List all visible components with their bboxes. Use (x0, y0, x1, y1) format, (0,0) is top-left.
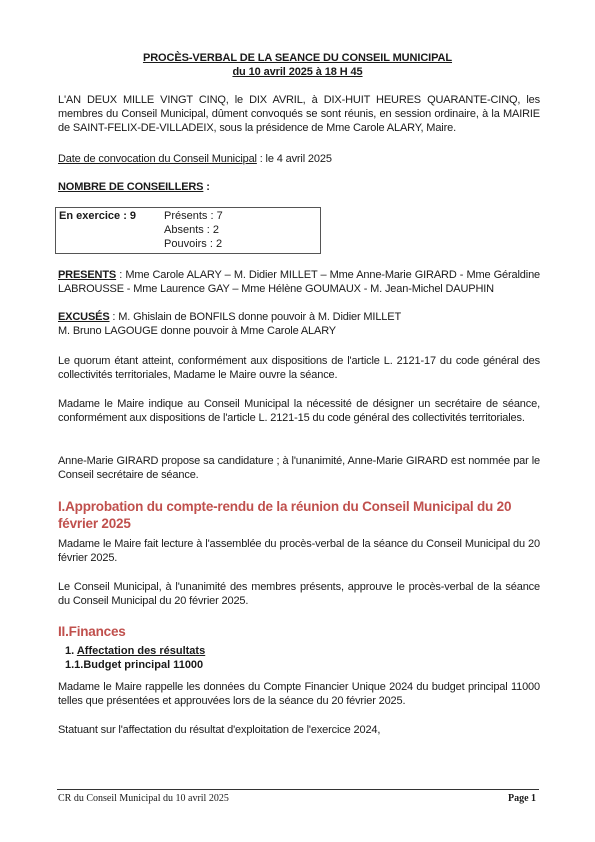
document-title: PROCÈS-VERBAL DE LA SEANCE DU CONSEIL MUNICIPAL (142, 52, 453, 64)
conseillers-heading (58, 180, 540, 194)
section-1-heading: I.Approbation du compte-rendu de la réunion du Conseil Municipal du 20 février 2025 (58, 499, 512, 531)
en-exercice-count: En exercice : 9 (59, 210, 137, 222)
presents-count: Présents : 7 (164, 210, 223, 222)
section-1-paragraph-2: Le Conseil Municipal, à l'unanimité des membres présents, approuve le procès-verbal de la séance du Conseil Municipal du 20 février 2025. (58, 581, 540, 607)
document-subtitle-date: du 10 avril 2025 à 18 H 45 (232, 66, 363, 78)
conseillers-heading-label: NOMBRE DE CONSEILLERS (58, 181, 204, 193)
intro-paragraph: L'AN DEUX MILLE VINGT CINQ, le DIX AVRIL, à DIX-HUIT HEURES QUARANTE-CINQ, les membres du Conseil Municipal, dûment convoqués se sont réunis, en session ordinaire, à la MAIRIE de SAINT-FELIX-DE-VILLADEIX, sous la présidence de Mme Carole ALARY, Maire. (58, 94, 540, 134)
quorum-paragraph: Le quorum étant atteint, conformément aux dispositions de l'article L. 2121-17 du code général des collectivités territoriales, Madame le Maire ouvre la séance. (58, 355, 540, 381)
conseillers-count-box (55, 207, 321, 254)
section-1-paragraph-1: Madame le Maire fait lecture à l'assemblée du procès-verbal de la séance du Conseil Municipal du 20 février 2025. (58, 538, 540, 564)
footer-left: CR du Conseil Municipal du 10 avril 2025 (58, 793, 229, 804)
excuses-line-1 (58, 310, 540, 324)
excuses-item-1: : M. Ghislain de BONFILS donne pouvoir à M. Didier MILLET (109, 311, 402, 323)
footer-divider (57, 789, 539, 790)
candidature-paragraph: Anne-Marie GIRARD propose sa candidature ; à l'unanimité, Anne-Marie GIRARD est nommée par le Conseil secrétaire de séance. (58, 455, 540, 481)
page-number: Page 1 (508, 793, 537, 804)
excuses-item-2: M. Bruno LAGOUGE donne pouvoir à Mme Carole ALARY (58, 325, 336, 337)
absents-count: Absents : 2 (164, 224, 220, 236)
convocation-line (58, 152, 540, 166)
convocation-label: Date de convocation du Conseil Municipal (58, 153, 257, 165)
secretaire-paragraph: Madame le Maire indique au Conseil Municipal la nécessité de désigner un secrétaire de séance, conformément aux dispositions de l'article L. 2121-15 du code général des collectivités territoriales. (58, 398, 540, 424)
section-2-paragraph-1: Madame le Maire rappelle les données du Compte Financier Unique 2024 du budget principal 11000 telles que présentées et approuvées lors de la séance du 20 février 2025. (58, 681, 540, 707)
pouvoirs-count: Pouvoirs : 2 (164, 238, 223, 250)
subsection-1-label: Affectation des résultats (76, 645, 206, 657)
presents-label: PRESENTS (58, 269, 117, 281)
conseillers-heading-suffix: : (203, 181, 210, 193)
subsection-1-heading (65, 645, 205, 657)
section-2-heading: II.Finances (58, 624, 126, 639)
subsection-1-number: 1. (65, 645, 75, 657)
presents-list: : Mme Carole ALARY – M. Didier MILLET – Mme Anne-Marie GIRARD - Mme Géraldine LABROUSSE - Mme Laurence GAY – Mme Hélène GOUMAUX - M. Jean-Michel DAUPHIN (58, 269, 540, 295)
section-2-paragraph-2: Statuant sur l'affectation du résultat d'exploitation de l'exercice 2024, (58, 724, 381, 736)
presents-paragraph (58, 268, 540, 296)
convocation-value: : le 4 avril 2025 (256, 153, 332, 165)
excuses-label: EXCUSÉS (58, 311, 110, 323)
subsection-1-1-heading: 1.1.Budget principal 11000 (65, 659, 204, 671)
